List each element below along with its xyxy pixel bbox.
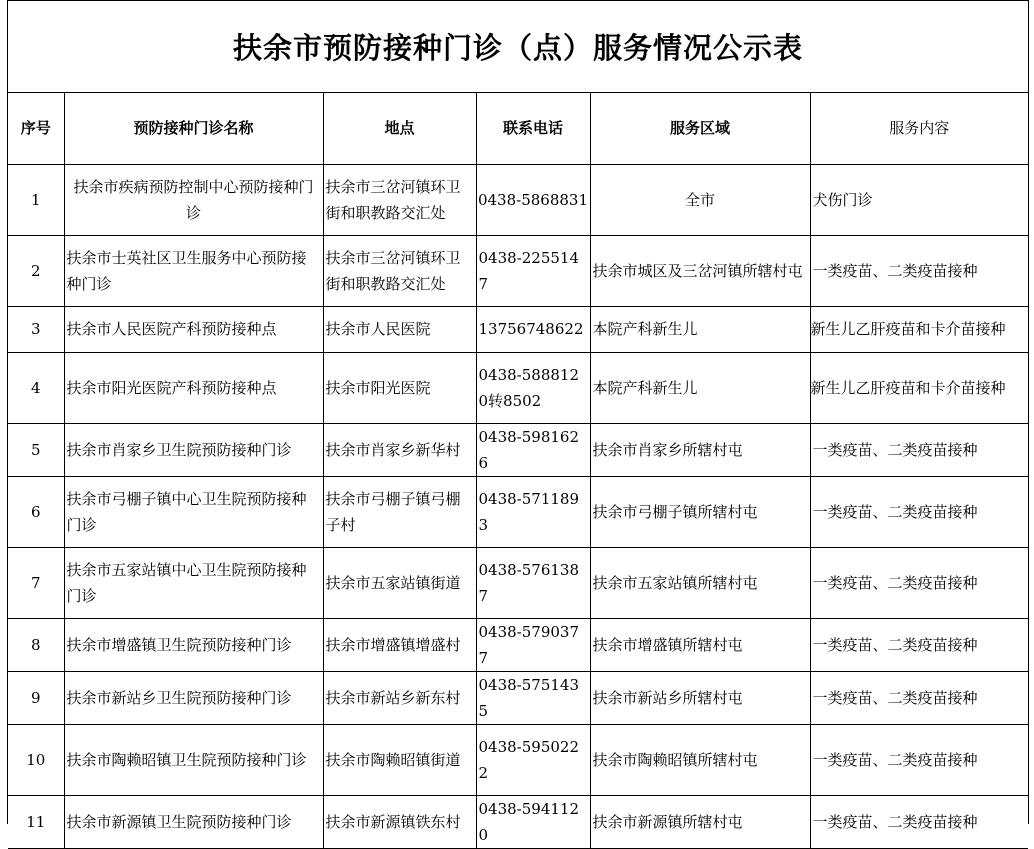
row-area: 扶余市新源镇所辖村屯: [590, 795, 810, 848]
row-area: 全市: [590, 164, 810, 235]
row-area: 扶余市肖家乡所辖村屯: [590, 423, 810, 476]
row-name: 扶余市人民医院产科预防接种点: [64, 306, 323, 352]
row-content: 一类疫苗、二类疫苗接种: [810, 795, 1028, 848]
table-row: [8, 423, 1028, 476]
row-content: 一类疫苗、二类疫苗接种: [810, 618, 1028, 671]
row-name: 扶余市肖家乡卫生院预防接种门诊: [64, 423, 323, 476]
row-area: 扶余市城区及三岔河镇所辖村屯: [590, 235, 810, 306]
row-name: 扶余市陶赖昭镇卫生院预防接种门诊: [64, 724, 323, 795]
row-name: 扶余市士英社区卫生服务中心预防接种门诊: [64, 235, 323, 306]
row-location: 扶余市弓棚子镇弓棚子村: [323, 476, 476, 547]
row-phone: 0438-5888120转8502: [476, 352, 590, 423]
header-area: 服务区域: [590, 93, 810, 164]
row-location: 扶余市五家站镇街道: [323, 547, 476, 618]
row-content: 一类疫苗、二类疫苗接种: [810, 476, 1028, 547]
table-row: [8, 795, 1028, 848]
row-name: 扶余市疾病预防控制中心预防接种门诊: [64, 164, 323, 235]
row-index: 6: [8, 476, 64, 547]
table-row: [8, 724, 1028, 795]
header-phone: 联系电话: [476, 93, 590, 164]
row-content: 一类疫苗、二类疫苗接种: [810, 724, 1028, 795]
row-area: 扶余市弓棚子镇所辖村屯: [590, 476, 810, 547]
header-index: 序号: [8, 93, 64, 164]
row-name: 扶余市五家站镇中心卫生院预防接种门诊: [64, 547, 323, 618]
table-row: [8, 235, 1028, 306]
row-index: 1: [8, 164, 64, 235]
row-name: 扶余市阳光医院产科预防接种点: [64, 352, 323, 423]
document-sheet: [7, 0, 1029, 844]
row-content: 一类疫苗、二类疫苗接种: [810, 547, 1028, 618]
header-location: 地点: [323, 93, 476, 164]
row-location: 扶余市新站乡新东村: [323, 671, 476, 724]
row-location: 扶余市三岔河镇环卫街和职教路交汇处: [323, 164, 476, 235]
row-phone: 0438-5868831: [476, 164, 590, 235]
header-content: 服务内容: [810, 93, 1028, 164]
row-location: 扶余市三岔河镇环卫街和职教路交汇处: [323, 235, 476, 306]
row-area: 本院产科新生儿: [590, 352, 810, 423]
row-content: 犬伤门诊: [810, 164, 1028, 235]
row-content: 一类疫苗、二类疫苗接种: [810, 235, 1028, 306]
row-name: 扶余市新站乡卫生院预防接种门诊: [64, 671, 323, 724]
row-location: 扶余市阳光医院: [323, 352, 476, 423]
table-row: [8, 306, 1028, 352]
row-content: 新生儿乙肝疫苗和卡介苗接种: [810, 352, 1028, 423]
table-row: [8, 671, 1028, 724]
table-row: [8, 164, 1028, 235]
row-index: 8: [8, 618, 64, 671]
row-index: 4: [8, 352, 64, 423]
table-header-row: [8, 93, 1028, 164]
table-row: [8, 476, 1028, 547]
row-area: 扶余市五家站镇所辖村屯: [590, 547, 810, 618]
row-phone: 13756748622: [476, 306, 590, 352]
row-location: 扶余市人民医院: [323, 306, 476, 352]
row-phone: 0438-5761387: [476, 547, 590, 618]
row-location: 扶余市陶赖昭镇街道: [323, 724, 476, 795]
row-area: 本院产科新生儿: [590, 306, 810, 352]
row-phone: 0438-5751435: [476, 671, 590, 724]
row-phone: 0438-5950222: [476, 724, 590, 795]
row-index: 5: [8, 423, 64, 476]
row-location: 扶余市增盛镇增盛村: [323, 618, 476, 671]
row-area: 扶余市新站乡所辖村屯: [590, 671, 810, 724]
row-phone: 0438-5790377: [476, 618, 590, 671]
table-row: [8, 547, 1028, 618]
row-area: 扶余市增盛镇所辖村屯: [590, 618, 810, 671]
row-phone: 0438-5941120: [476, 795, 590, 848]
row-index: 7: [8, 547, 64, 618]
table-row: [8, 352, 1028, 423]
row-location: 扶余市肖家乡新华村: [323, 423, 476, 476]
row-area: 扶余市陶赖昭镇所辖村屯: [590, 724, 810, 795]
row-content: 新生儿乙肝疫苗和卡介苗接种: [810, 306, 1028, 352]
row-index: 11: [8, 795, 64, 848]
row-name: 扶余市增盛镇卫生院预防接种门诊: [64, 618, 323, 671]
row-content: 一类疫苗、二类疫苗接种: [810, 671, 1028, 724]
header-name: 预防接种门诊名称: [64, 93, 323, 164]
row-index: 3: [8, 306, 64, 352]
row-location: 扶余市新源镇铁东村: [323, 795, 476, 848]
row-phone: 0438-2255147: [476, 235, 590, 306]
row-phone: 0438-5981626: [476, 423, 590, 476]
row-index: 10: [8, 724, 64, 795]
row-phone: 0438-5711893: [476, 476, 590, 547]
row-name: 扶余市弓棚子镇中心卫生院预防接种门诊: [64, 476, 323, 547]
clinic-table: [8, 93, 1028, 849]
row-index: 2: [8, 235, 64, 306]
row-content: 一类疫苗、二类疫苗接种: [810, 423, 1028, 476]
row-index: 9: [8, 671, 64, 724]
page-title: 扶余市预防接种门诊（点）服务情况公示表: [8, 1, 1028, 93]
table-row: [8, 618, 1028, 671]
row-name: 扶余市新源镇卫生院预防接种门诊: [64, 795, 323, 848]
